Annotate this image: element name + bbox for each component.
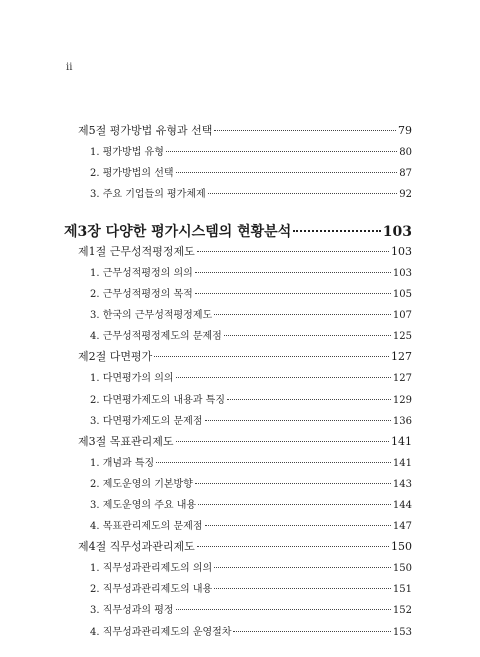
toc-entry-title: 2. 직무성과관리제도의 내용 [90,584,213,595]
dot-leader [214,130,396,131]
toc-entry-page: 141 [392,458,412,469]
toc-entry-section [78,122,412,138]
toc-entry-title: 제5절 평가방법 유형과 선택 [78,124,213,137]
toc-entry-page: 103 [382,224,412,240]
toc-entry-section [78,538,412,554]
toc-entry-item [90,517,412,532]
toc-entry-section [78,433,412,449]
toc-entry-page: 147 [392,521,412,532]
dot-leader [154,356,389,357]
toc-entry-item [90,285,412,300]
toc-entry-page: 80 [399,147,412,158]
toc-entry-page: 141 [391,435,412,448]
toc-entry-item [90,559,412,574]
toc-entry-title: 1. 다면평가의 의의 [90,373,174,384]
dot-leader [195,293,391,294]
toc-entry-page: 151 [392,584,412,595]
toc-entry-title: 2. 근무성적평정의 목적 [90,289,193,300]
toc-entry-item [90,496,412,511]
toc-entry-item [90,623,412,638]
toc-entry-title: 4. 직무성과관리제도의 운영절차 [90,627,232,638]
toc-entry-page: 150 [392,563,412,574]
page-number: ii [66,62,73,73]
toc-entry-item [90,412,412,427]
toc-entry-title: 제1절 근무성적평정제도 [78,245,195,258]
dot-leader [205,525,391,526]
dot-leader [197,546,389,547]
dot-leader [176,609,391,610]
toc-entry-page: 79 [398,124,412,137]
toc-entry-page: 103 [391,245,412,258]
toc-entry-page: 144 [392,500,412,511]
dot-leader [198,504,391,505]
dot-leader [176,377,391,378]
dot-leader [176,441,389,442]
toc-entry-page: 125 [392,331,412,342]
toc-entry-title: 4. 목표관리제도의 문제점 [90,521,203,532]
toc-entry-page: 153 [392,627,412,638]
dot-leader [227,399,391,400]
toc-entry-section [78,243,412,259]
toc-entry-item [90,580,412,595]
toc-entry-title: 3. 주요 기업들의 평가체제 [90,189,206,200]
toc-entry-item [90,264,412,279]
toc-entry-page: 127 [392,373,412,384]
toc-entry-title: 2. 다면평가제도의 내용과 특징 [90,395,225,406]
toc-entry-item [90,454,412,469]
toc-entry-item [90,164,412,179]
toc-entry-page: 107 [392,310,412,321]
toc-entry-item [90,143,412,158]
toc-entry-item [90,391,412,406]
dot-leader [205,420,391,421]
toc-entry-item [90,369,412,384]
toc-entry-title: 1. 직무성과관리제도의 의의 [90,563,213,574]
toc-entry-title: 4. 근무성적평정제도의 문제점 [90,331,222,342]
toc-entry-title: 3. 직무성과의 평정 [90,605,174,616]
dot-leader [166,151,397,152]
dot-leader [214,567,391,568]
toc-entry-item [90,185,412,200]
dot-leader [156,462,391,463]
toc-entry-page: 129 [392,395,412,406]
toc-entry-title: 2. 평가방법의 선택 [90,168,174,179]
dot-leader [176,172,398,173]
toc-entry-page: 105 [392,289,412,300]
toc-entry-title: 3. 다면평가제도의 문제점 [90,416,203,427]
dot-leader [214,588,391,589]
toc-entry-title: 1. 평가방법 유형 [90,147,164,158]
toc-entry-page: 103 [392,268,412,279]
toc-entry-chapter [64,221,412,241]
toc-entry-page: 136 [392,416,412,427]
toc-entry-title: 1. 개념과 특징 [90,458,155,469]
toc-entry-section [78,348,412,364]
dot-leader [195,272,391,273]
toc-entry-title: 제3장 다양한 평가시스템의 현황분석 [64,224,292,240]
dot-leader [195,483,391,484]
dot-leader [214,314,391,315]
toc-entry-title: 제2절 다면평가 [78,350,153,363]
dot-leader [233,631,390,632]
dot-leader [224,335,391,336]
toc-entry-title: 2. 제도운영의 기본방향 [90,479,193,490]
dot-leader [208,193,398,194]
toc-entry-item [90,475,412,490]
toc-entry-page: 150 [391,540,412,553]
toc-entry-page: 152 [392,605,412,616]
toc-entry-page: 143 [392,479,412,490]
toc-entry-title: 1. 근무성적평정의 의의 [90,268,193,279]
toc-entry-title: 3. 제도운영의 주요 내용 [90,500,197,511]
toc-entry-item [90,327,412,342]
toc-entry-title: 3. 한국의 근무성적평정제도 [90,310,213,321]
dot-leader [197,251,389,252]
toc-entry-title: 제3절 목표관리제도 [78,435,174,448]
dot-leader [293,230,381,232]
toc-entry-page: 87 [399,168,412,179]
toc-entry-title: 제4절 직무성과관리제도 [78,540,195,553]
toc-entry-item [90,601,412,616]
toc-entry-page: 92 [399,189,412,200]
toc-entry-item [90,306,412,321]
toc-entry-page: 127 [391,350,412,363]
